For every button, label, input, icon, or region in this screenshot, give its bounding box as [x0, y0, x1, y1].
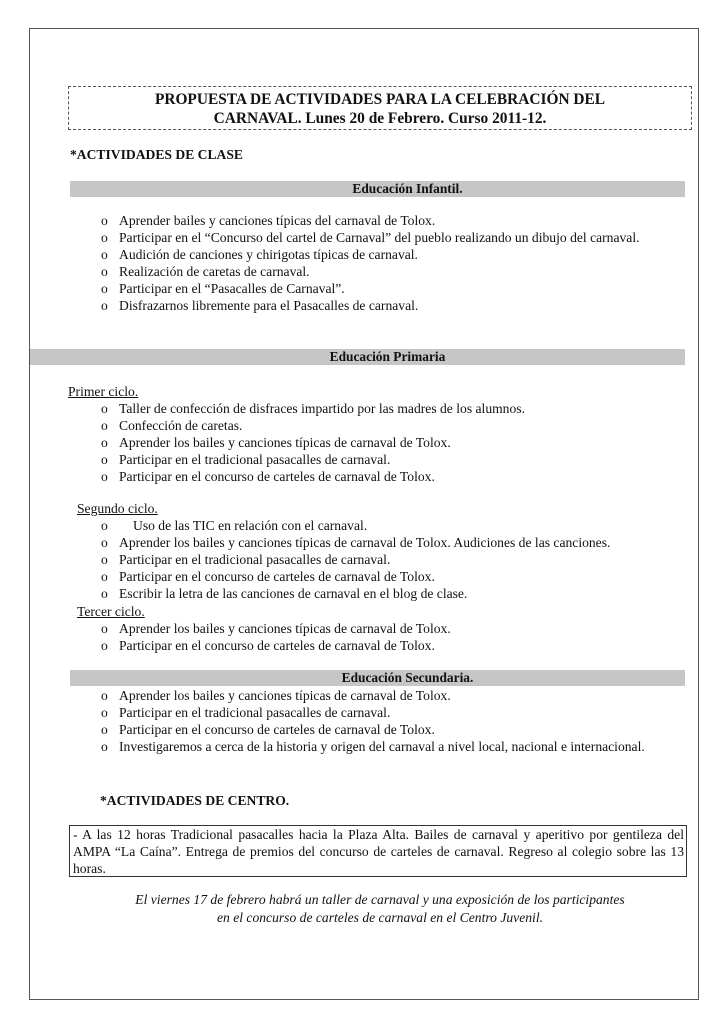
- page-title: [68, 90, 692, 128]
- list-item: o Participar en el concurso de carteles de carnaval de Tolox.: [101, 722, 435, 737]
- note-line-1: El viernes 17 de febrero habrá un taller de carnaval y una exposición de los participantes: [135, 892, 625, 907]
- list-item: o Realización de caretas de carnaval.: [101, 264, 310, 279]
- segundo-ciclo-list: [70, 517, 686, 602]
- bullet-icon: o: [101, 552, 108, 567]
- list-item: o Aprender los bailes y canciones típicas de carnaval de Tolox.: [101, 688, 451, 703]
- bullet-icon: o: [101, 401, 108, 416]
- closing-note: [80, 891, 680, 927]
- segundo-ciclo-label: Segundo ciclo.: [77, 501, 158, 516]
- bullet-icon: o: [101, 213, 108, 228]
- bullet-icon: o: [101, 638, 108, 653]
- bullet-icon: o: [101, 569, 108, 584]
- bullet-icon: o: [101, 435, 108, 450]
- centro-text: - A las 12 horas Tradicional pasacalles hacia la Plaza Alta. Bailes de carnaval y aperitivo por gentileza del AMPA “La Caína”. Entrega de premios del concurso de carteles de carnaval. Regreso al colegio sobre las 13 horas.: [73, 827, 684, 876]
- list-item: o Participar en el concurso de carteles de carnaval de Tolox.: [101, 469, 435, 484]
- list-item: o Participar en el concurso de carteles de carnaval de Tolox.: [101, 569, 435, 584]
- list-item: o Taller de confección de disfraces impartido por las madres de los alumnos.: [101, 401, 525, 416]
- bullet-icon: o: [101, 469, 108, 484]
- primaria-band: [30, 349, 685, 365]
- list-item: o Aprender los bailes y canciones típicas de carnaval de Tolox. Audiciones de las canciones.: [101, 535, 611, 550]
- clase-heading: *ACTIVIDADES DE CLASE: [70, 147, 243, 162]
- tercer-ciclo-list: [70, 620, 686, 654]
- primer-ciclo-list: [70, 400, 686, 485]
- list-item: o Participar en el “Concurso del cartel de Carnaval” del pueblo realizando un dibujo del carnaval.: [101, 230, 640, 245]
- infantil-heading: Educación Infantil.: [352, 181, 463, 196]
- bullet-icon: o: [101, 621, 108, 636]
- bullet-icon: o: [101, 264, 108, 279]
- list-item: o Participar en el tradicional pasacalles de carnaval.: [101, 705, 391, 720]
- bullet-icon: o: [101, 452, 108, 467]
- list-item: o Uso de las TIC en relación con el carnaval.: [101, 518, 368, 533]
- list-item: o Confección de caretas.: [101, 418, 243, 433]
- list-item: o Escribir la letra de las canciones de carnaval en el blog de clase.: [101, 586, 468, 601]
- bullet-icon: o: [101, 247, 108, 262]
- list-item: o Participar en el concurso de carteles de carnaval de Tolox.: [101, 638, 435, 653]
- bullet-icon: o: [101, 230, 108, 245]
- bullet-icon: o: [101, 281, 108, 296]
- list-item: o Aprender bailes y canciones típicas del carnaval de Tolox.: [101, 213, 436, 228]
- bullet-icon: o: [101, 418, 108, 433]
- bullet-icon: o: [101, 535, 108, 550]
- primer-ciclo-label: Primer ciclo.: [68, 384, 139, 399]
- bullet-icon: o: [101, 739, 108, 754]
- bullet-icon: o: [101, 688, 108, 703]
- bullet-icon: o: [101, 518, 108, 533]
- list-item: o Investigaremos a cerca de la historia y origen del carnaval a nivel local, nacional e internacional.: [101, 739, 645, 754]
- bullet-icon: o: [101, 586, 108, 601]
- list-item: o Participar en el tradicional pasacalles de carnaval.: [101, 552, 391, 567]
- list-item: o Disfrazarnos libremente para el Pasacalles de carnaval.: [101, 298, 419, 313]
- title-line-2: CARNAVAL. Lunes 20 de Febrero. Curso 2011-12.: [213, 110, 547, 127]
- list-item: o Aprender los bailes y canciones típicas de carnaval de Tolox.: [101, 435, 451, 450]
- secundaria-list: [70, 687, 686, 755]
- list-item: o Aprender los bailes y canciones típicas de carnaval de Tolox.: [101, 621, 451, 636]
- list-item: o Participar en el tradicional pasacalles de carnaval.: [101, 452, 391, 467]
- secundaria-band: [70, 670, 685, 686]
- bullet-icon: o: [101, 705, 108, 720]
- infantil-band: [70, 181, 685, 197]
- list-item: o Participar en el “Pasacalles de Carnaval”.: [101, 281, 345, 296]
- note-line-2: en el concurso de carteles de carnaval en el Centro Juvenil.: [216, 910, 544, 925]
- centro-heading: *ACTIVIDADES DE CENTRO.: [100, 793, 290, 808]
- infantil-list: [70, 212, 686, 314]
- bullet-icon: o: [101, 298, 108, 313]
- bullet-icon: o: [101, 722, 108, 737]
- secundaria-heading: Educación Secundaria.: [341, 670, 474, 685]
- primaria-heading: Educación Primaria: [329, 349, 446, 364]
- title-line-1: PROPUESTA DE ACTIVIDADES PARA LA CELEBRACIÓN DEL: [154, 91, 606, 108]
- tercer-ciclo-label: Tercer ciclo.: [77, 604, 145, 619]
- list-item: o Audición de canciones y chirigotas típicas de carnaval.: [101, 247, 418, 262]
